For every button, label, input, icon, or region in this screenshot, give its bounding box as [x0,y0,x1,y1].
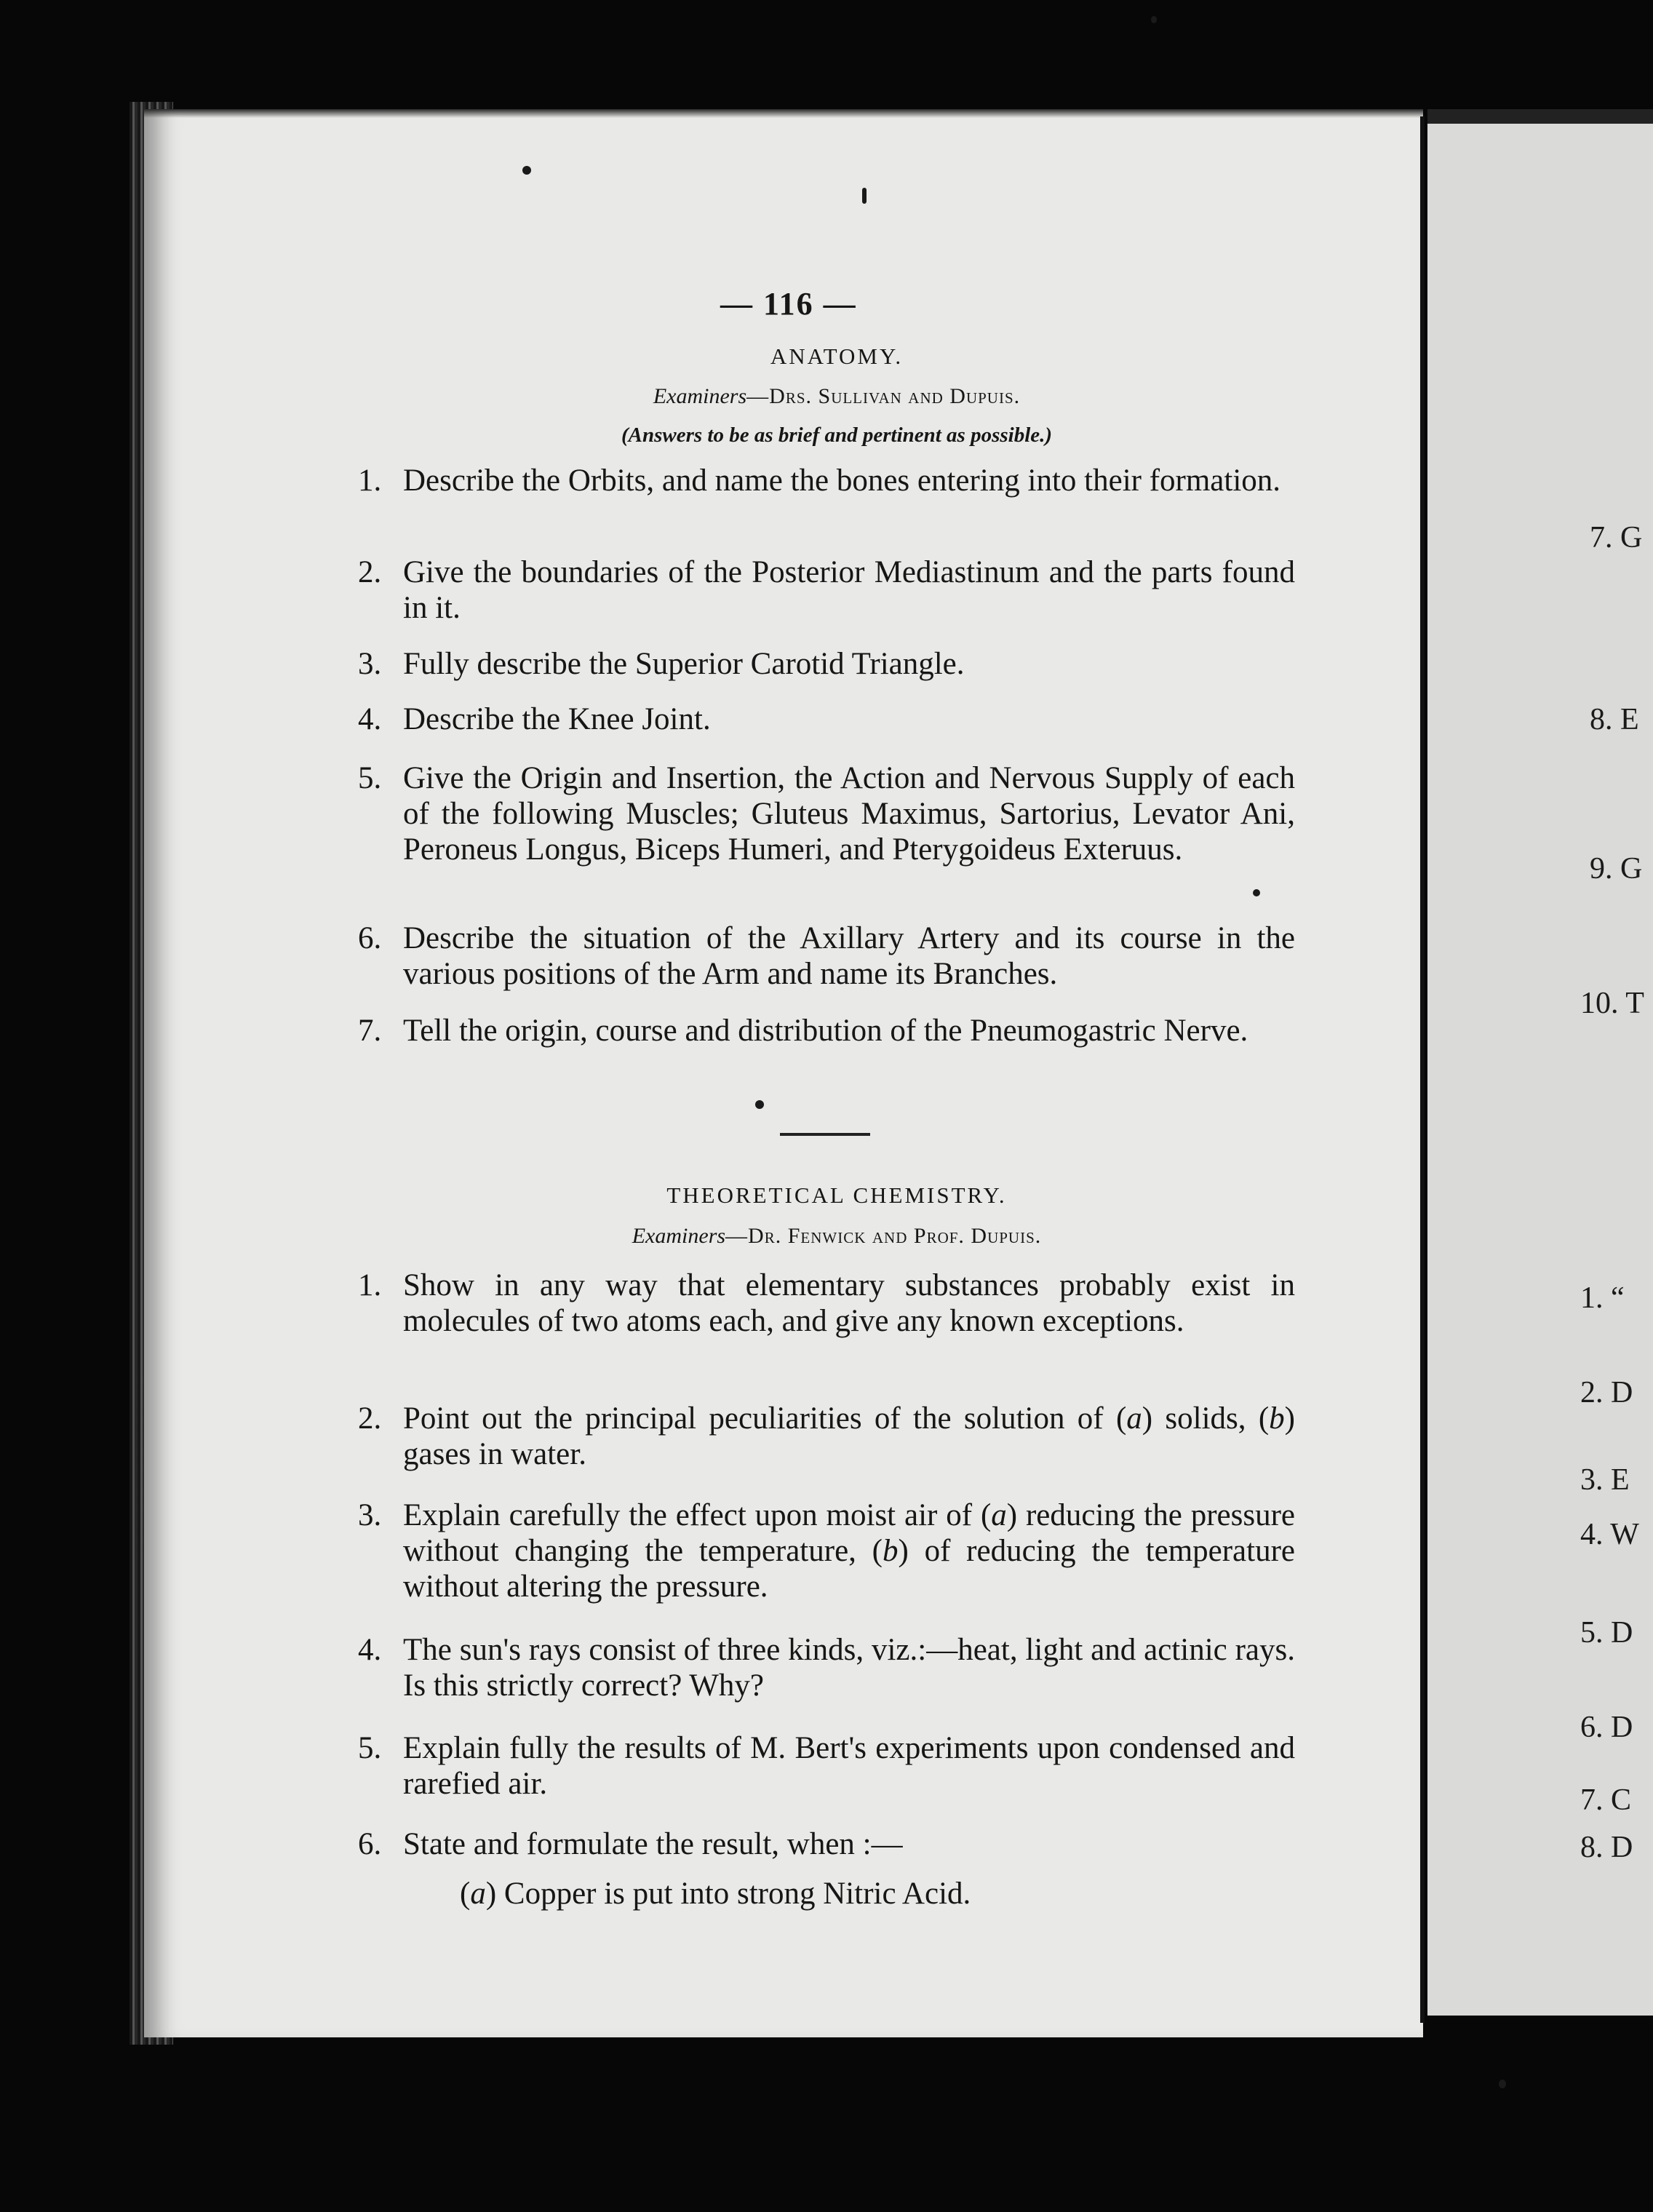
examiners-label: Examiners [653,384,747,408]
examiners-names: —Drs. Sullivan and Dupuis. [746,384,1021,408]
question-number: 1. [358,1268,382,1302]
question-text: The sun's rays consist of three kinds, viz.:—heat, light and actinic rays. Is this strictly correct? Why? [403,1633,1295,1703]
question-number: 3. [358,1498,382,1532]
facing-fragment: 5. D [1580,1616,1633,1650]
facing-fragment: 7. G [1590,521,1643,554]
page-gutter-line [1420,116,1425,2023]
facing-fragment: 1. “ [1580,1281,1625,1315]
facing-fragment: 2. D [1580,1376,1633,1409]
facing-fragment: 3. E [1580,1463,1630,1497]
chemistry-heading: THEORETICAL CHEMISTRY. [666,1182,1007,1208]
question-text: Give the Origin and Insertion, the Action and Nervous Supply of each of the following Muscles; Gluteus Maximus, Sartorius, Levator Ani, Peroneus Longus, Biceps Humeri, and Pterygoideus Exteruus. [403,761,1295,867]
section-divider [780,1133,870,1136]
examiners-names: —Dr. Fenwick and Prof. Dupuis. [725,1224,1042,1248]
facing-page [1427,124,1653,2016]
question-number: 1. [358,464,382,498]
question-number: 4. [358,702,382,736]
facing-fragment: 8. D [1580,1831,1633,1864]
page-top-edge [144,109,1423,118]
question-text: Tell the origin, course and distribution of the Pneumogastric Nerve. [403,1014,1248,1048]
question-text: Explain carefully the effect upon moist air of (a) reducing the pressure without changing the temperature, (b) of reducing the temperature without altering the pressure. [403,1498,1295,1604]
sub-item-text: (a) Copper is put into strong Nitric Acid. [460,1877,971,1911]
facing-fragment: 10. T [1580,987,1644,1020]
question-text: Describe the Knee Joint. [403,702,711,736]
question-number: 2. [358,1401,382,1436]
page-number: — 116 — [720,286,857,322]
facing-fragment: 8. E [1590,703,1639,736]
question-text: Describe the situation of the Axillary Artery and its course in the various positions of the Arm and name its Branches. [403,921,1295,991]
question-text: Explain fully the results of M. Bert's experiments upon condensed and rarefied air. [403,1731,1295,1801]
question-text: State and formulate the result, when :— [403,1827,903,1861]
question-number: 7. [358,1014,382,1048]
facing-fragment: 9. G [1590,852,1643,886]
question-number: 5. [358,1731,382,1765]
question-text: Give the boundaries of the Posterior Mediastinum and the parts found in it. [403,555,1295,625]
chemistry-examiners [364,1224,1310,1249]
question-text: Show in any way that elementary substances probably exist in molecules of two atoms each, and give any known exceptions. [403,1268,1295,1338]
question-text: Fully describe the Superior Carotid Triangle. [403,647,965,681]
question-number: 5. [358,761,382,795]
facing-fragment: 7. C [1580,1783,1632,1817]
question-number: 2. [358,555,382,589]
scan-speck [1151,16,1157,23]
facing-fragment: 6. D [1580,1711,1633,1744]
examiners-label: Examiners [632,1224,726,1248]
scan-speck [755,1100,764,1109]
facing-fragment: 4. W [1580,1518,1639,1551]
question-number: 4. [358,1633,382,1667]
question-number: 6. [358,921,382,955]
anatomy-examiners [364,384,1310,409]
question-text: Describe the Orbits, and name the bones entering into their formation. [403,464,1281,498]
question-number: 3. [358,647,382,681]
facing-page-top-band [1427,109,1653,125]
question-text: Point out the principal peculiarities of the solution of (a) solids, (b) gases in water. [403,1401,1295,1471]
scan-speck [862,188,867,204]
anatomy-heading: ANATOMY. [770,343,904,369]
scan-speck [522,166,531,175]
scan-speck [1253,889,1260,896]
anatomy-instruction-note: (Answers to be as brief and pertinent as possible.) [621,423,1053,447]
question-number: 6. [358,1827,382,1861]
scan-speck [1499,2080,1506,2088]
